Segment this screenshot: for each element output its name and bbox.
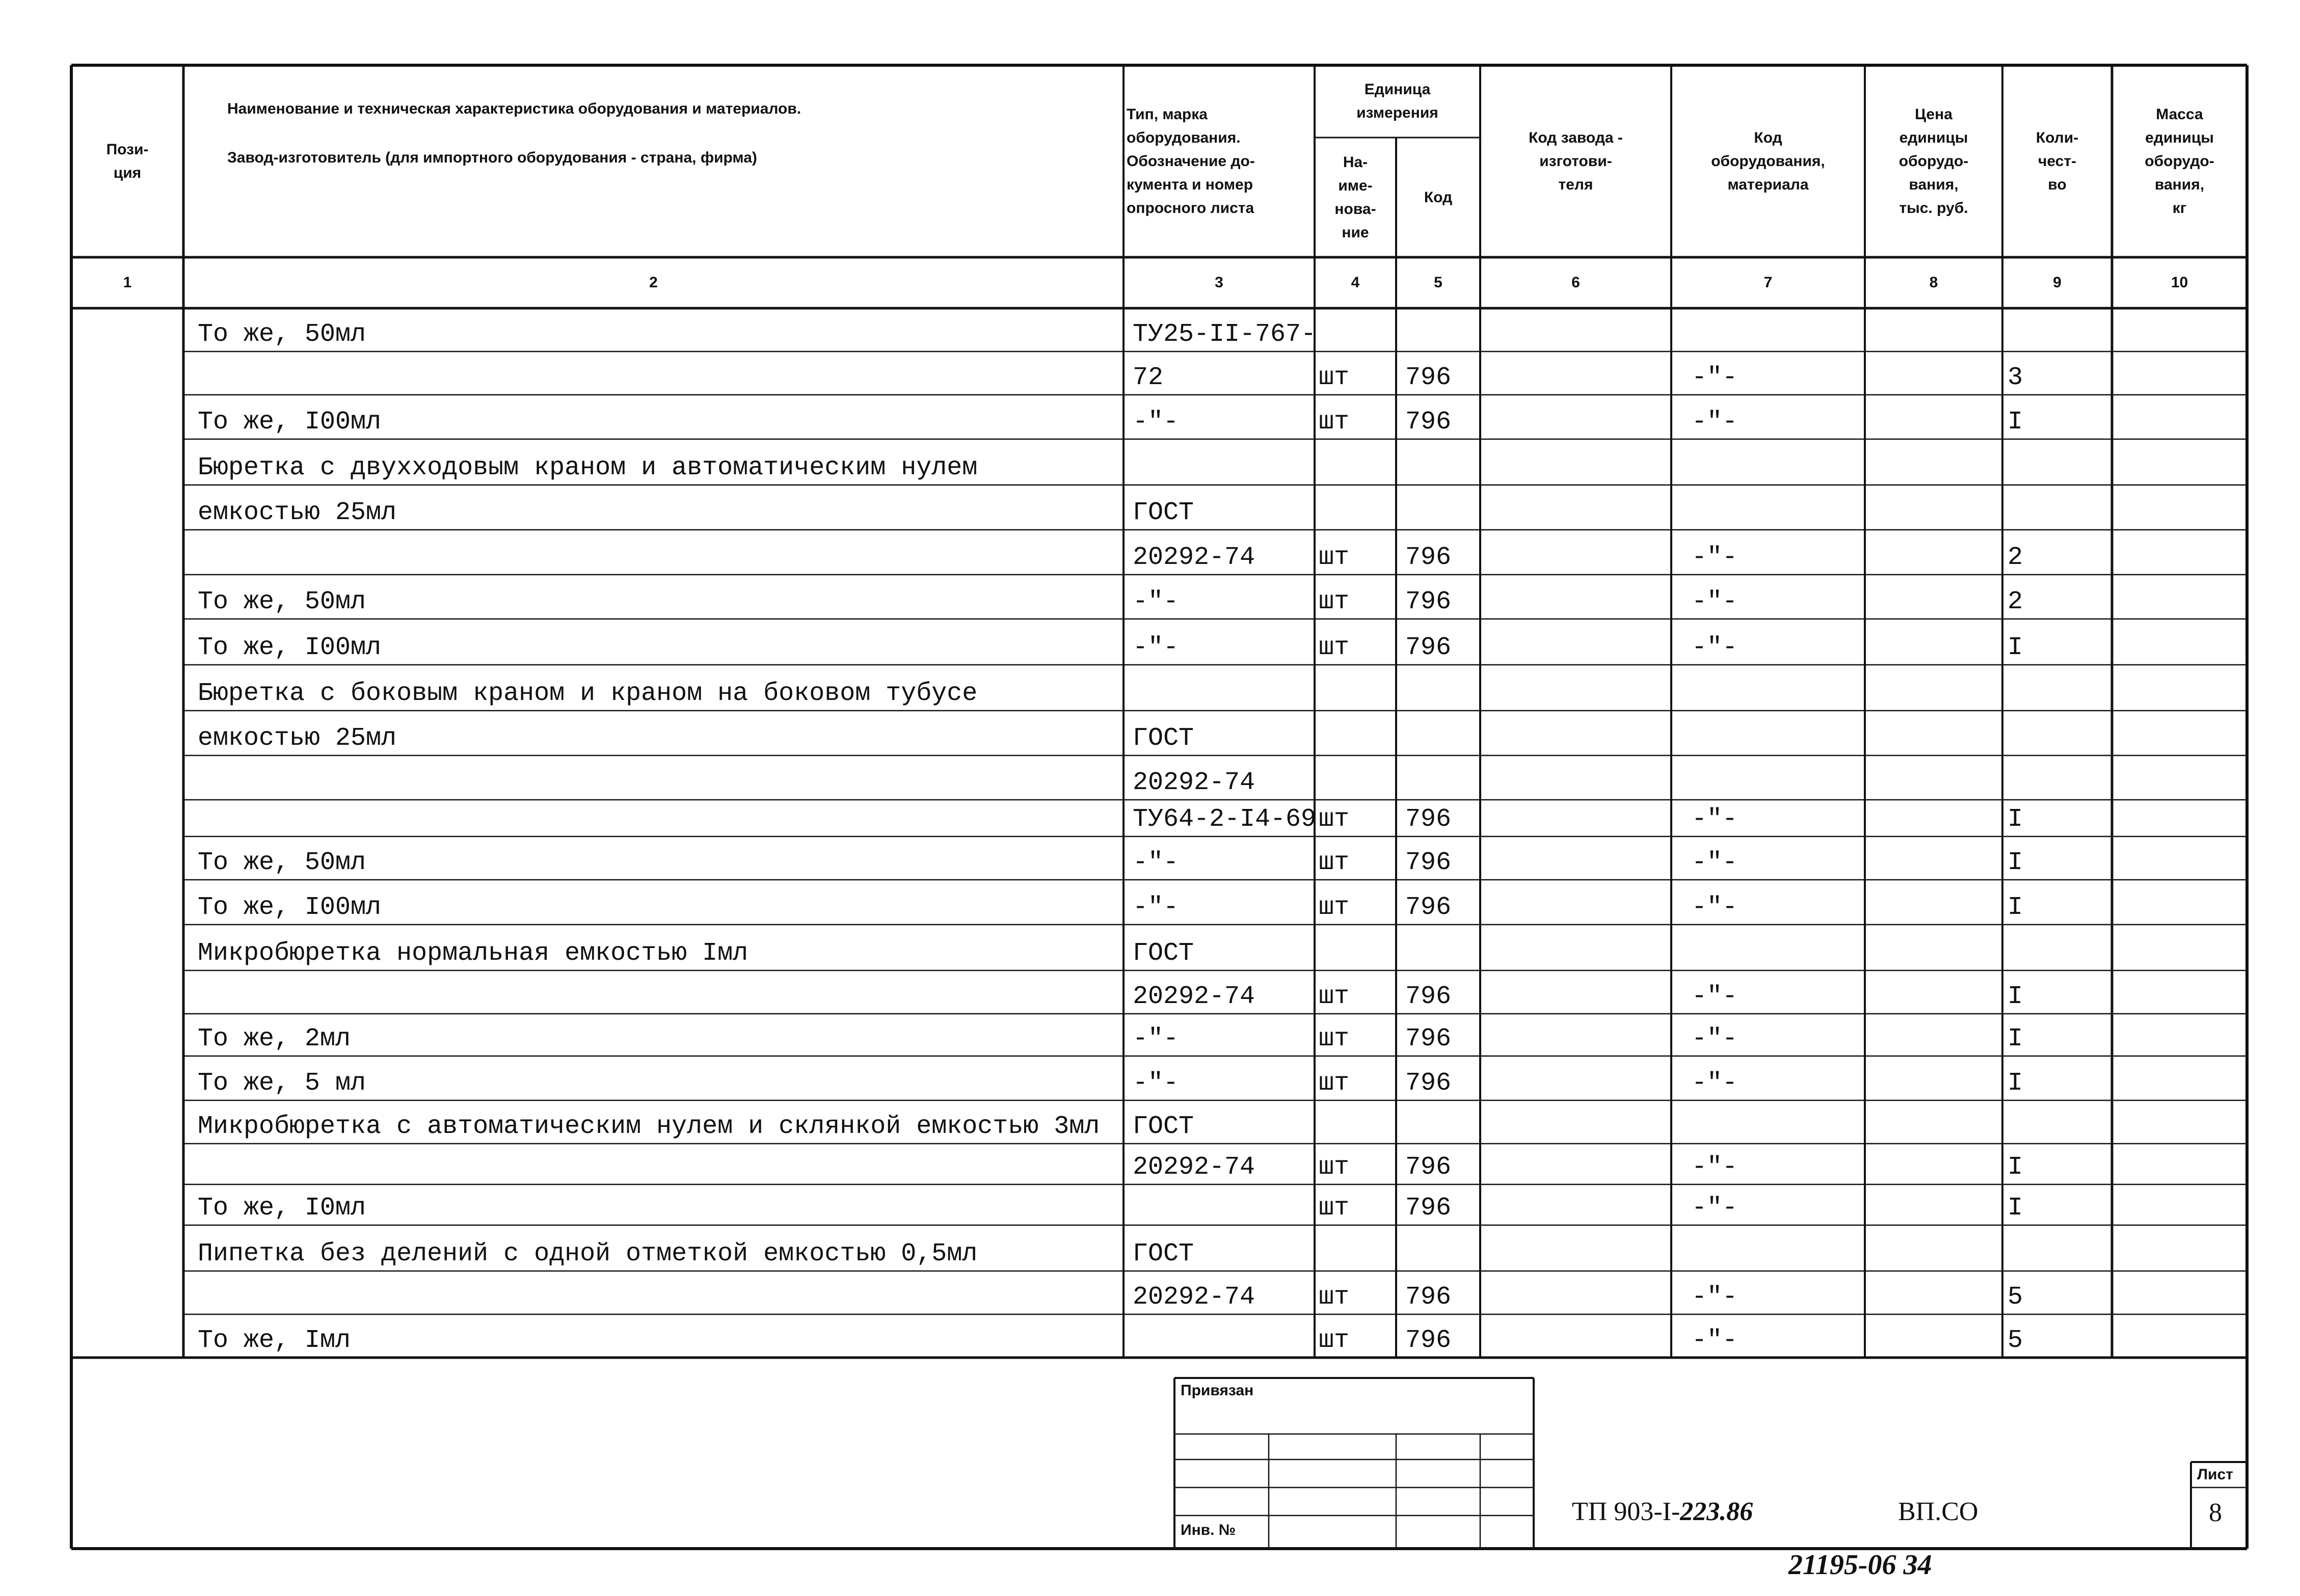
header-quantity [2002, 65, 2112, 257]
cell-name: То же, 2мл [198, 1024, 351, 1053]
cell-quantity: I [2008, 1024, 2023, 1053]
column-number: 1 [123, 274, 132, 291]
table-row [71, 1314, 2247, 1358]
header-line: Завод-изготовитель (для импортного оборудования - страна, фирма) [227, 149, 757, 166]
cell-unit-name: шт [1319, 982, 1350, 1011]
cell-quantity: 2 [2008, 587, 2023, 616]
header-equipment-code [1671, 65, 1865, 257]
header-line: име- [1338, 177, 1373, 194]
cell-unit-name: шт [1319, 1283, 1350, 1312]
cell-unit-code: 796 [1405, 1069, 1452, 1098]
cell-unit-code: 796 [1405, 893, 1452, 922]
cell-unit-name: шт [1319, 587, 1350, 616]
header-line: тыс. руб. [1899, 199, 1968, 217]
header-type-doc [1124, 65, 1315, 257]
header-name [224, 65, 1103, 201]
cell-unit-name: шт [1319, 848, 1350, 877]
cell-quantity: I [2008, 1194, 2023, 1223]
cell-unit-name: шт [1319, 408, 1350, 437]
column-number: 6 [1571, 274, 1580, 291]
header-unit-name-text [1334, 151, 1376, 245]
header-line: Код [1754, 129, 1782, 146]
cell-name: емкостью 25мл [198, 724, 397, 753]
header-line: ние [1342, 224, 1369, 241]
cell-unit-code: 796 [1405, 848, 1452, 877]
cell-equipment-code: -"- [1692, 543, 1738, 572]
cell-equipment-code: -"- [1692, 893, 1738, 922]
cell-name: То же, 50мл [198, 320, 366, 349]
cell-document: 20292-74 [1133, 768, 1255, 797]
cell-quantity: I [2008, 893, 2023, 922]
stamp-document-type: ВП.СО [1898, 1497, 1978, 1526]
cell-name: То же, 50мл [198, 848, 366, 877]
header-line: во [2048, 176, 2067, 193]
cell-quantity: I [2008, 848, 2023, 877]
cell-document: 20292-74 [1133, 982, 1255, 1011]
cell-equipment-code: -"- [1692, 805, 1738, 834]
header-line: оборудо- [2145, 152, 2214, 170]
header-mass-text [2145, 103, 2214, 220]
cell-document: -"- [1133, 893, 1179, 922]
cell-name: То же, Iмл [198, 1326, 351, 1355]
cell-equipment-code: -"- [1692, 633, 1738, 662]
cell-equipment-code: -"- [1692, 1326, 1738, 1355]
header-unit-code-text [1424, 186, 1452, 209]
header-line: опросного листа [1127, 199, 1254, 217]
header-line: Обозначение до- [1127, 152, 1255, 170]
cell-unit-code: 796 [1405, 1326, 1452, 1355]
header-line: ция [113, 164, 142, 181]
header-mass [2112, 65, 2247, 257]
cell-document: ГОСТ [1133, 724, 1194, 753]
header-plant-code [1480, 65, 1671, 257]
cell-unit-code: 796 [1405, 1283, 1452, 1312]
cell-unit-name: шт [1319, 1326, 1350, 1355]
cell-name: То же, I00мл [198, 408, 382, 437]
header-line: Код завода - [1529, 129, 1623, 146]
cell-document: -"- [1133, 633, 1179, 662]
header-line: Коли- [2036, 129, 2079, 146]
cell-document: -"- [1133, 1024, 1179, 1053]
stamp-sheet-number: 8 [2209, 1498, 2222, 1527]
cell-document: -"- [1133, 408, 1179, 437]
header-line: измерения [1356, 104, 1438, 121]
cell-document: ГОСТ [1133, 1239, 1194, 1268]
column-number: 2 [649, 274, 658, 291]
cell-document: ГОСТ [1133, 498, 1194, 527]
cell-quantity: 5 [2008, 1283, 2023, 1312]
cell-name: То же, I00мл [198, 893, 382, 922]
cell-quantity: 5 [2008, 1326, 2023, 1355]
cell-equipment-code: -"- [1692, 1069, 1738, 1098]
cell-document: -"- [1133, 1069, 1179, 1098]
cell-unit-code: 796 [1405, 633, 1452, 662]
stamp-inventory-label: Инв. № [1181, 1522, 1236, 1538]
header-position [71, 65, 183, 257]
header-line: кумента и номер [1127, 176, 1253, 193]
cell-unit-code: 796 [1405, 1024, 1452, 1053]
cell-unit-name: шт [1319, 1069, 1350, 1098]
header-line: единицы [2145, 129, 2214, 146]
cell-unit-name: шт [1319, 1153, 1350, 1182]
header-line: оборудования, [1711, 152, 1825, 170]
header-unit-name [1315, 138, 1396, 257]
stamp-privyazan-label: Привязан [1181, 1382, 1254, 1399]
cell-name: То же, 5 мл [198, 1069, 366, 1098]
cell-unit-code: 796 [1405, 1194, 1452, 1223]
cell-equipment-code: -"- [1692, 982, 1738, 1011]
cell-unit-code: 796 [1405, 805, 1452, 834]
header-line: чест- [2038, 152, 2077, 170]
header-type-doc-text [1127, 103, 1255, 220]
header-line: вания, [2154, 176, 2205, 193]
header-line: Наименование и техническая характеристика оборудования и материалов. [227, 100, 801, 117]
cell-document: ГОСТ [1133, 939, 1194, 968]
cell-name: Бюретка с боковым краном и краном на боковом тубусе [198, 679, 978, 708]
cell-unit-name: шт [1319, 893, 1350, 922]
header-equipment-code-text [1711, 126, 1825, 197]
cell-document: 72 [1133, 363, 1164, 392]
cell-equipment-code: -"- [1692, 848, 1738, 877]
column-number: 8 [1929, 274, 1938, 291]
cell-name: То же, I00мл [198, 633, 382, 662]
header-price [1865, 65, 2002, 257]
footer-handwritten-note: 21195-06 34 [1788, 1549, 1932, 1581]
cell-equipment-code: -"- [1692, 1153, 1738, 1182]
column-number: 5 [1434, 274, 1442, 291]
cell-name: То же, 50мл [198, 587, 366, 616]
cell-quantity: I [2008, 805, 2023, 834]
header-line: Единица [1364, 81, 1431, 98]
header-name-text [227, 85, 801, 182]
cell-quantity: I [2008, 1069, 2023, 1098]
cell-equipment-code: -"- [1692, 408, 1738, 437]
column-number: 3 [1215, 274, 1223, 291]
cell-name: Микробюретка нормальная емкостью Iмл [198, 939, 748, 968]
stamp-code-printed: ТП 903-I- [1572, 1497, 1680, 1526]
cell-name: Микробюретка с автоматическим нулем и склянкой емкостью 3мл [198, 1112, 1100, 1141]
header-position-text [106, 138, 149, 185]
table-row [71, 1184, 2247, 1225]
header-line: Пози- [106, 141, 149, 158]
header-line: изготови- [1539, 152, 1612, 170]
cell-unit-name: шт [1319, 633, 1350, 662]
cell-document: ГОСТ [1133, 1112, 1194, 1141]
stamp-sheet-label: Лист [2197, 1466, 2233, 1483]
cell-unit-name: шт [1319, 1194, 1350, 1223]
header-quantity-text [2036, 126, 2078, 197]
cell-quantity: I [2008, 633, 2023, 662]
cell-document: -"- [1133, 587, 1179, 616]
cell-quantity: I [2008, 408, 2023, 437]
column-number: 9 [2053, 274, 2062, 291]
cell-name: То же, I0мл [198, 1194, 366, 1223]
cell-equipment-code: -"- [1692, 1194, 1738, 1223]
header-price-text [1899, 103, 1968, 220]
cell-document: 20292-74 [1133, 1283, 1255, 1312]
header-line: нова- [1334, 200, 1376, 218]
header-plant-code-text [1529, 126, 1623, 197]
header-line: кг [2172, 199, 2187, 217]
cell-equipment-code: -"- [1692, 1283, 1738, 1312]
cell-document: 20292-74 [1133, 1153, 1255, 1182]
column-number: 7 [1763, 274, 1773, 291]
header-line: теля [1558, 176, 1593, 193]
cell-document: -"- [1133, 848, 1179, 877]
cell-quantity: 2 [2008, 543, 2023, 572]
column-number: 10 [2171, 274, 2188, 291]
cell-unit-code: 796 [1405, 1153, 1452, 1182]
header-line: оборудо- [1898, 152, 1969, 170]
cell-equipment-code: -"- [1692, 363, 1738, 392]
cell-quantity: I [2008, 1153, 2023, 1182]
cell-name: емкостью 25мл [198, 498, 397, 527]
header-unit-group [1315, 65, 1480, 138]
header-line: вания, [1909, 176, 1959, 193]
cell-document: 20292-74 [1133, 543, 1255, 572]
cell-unit-code: 796 [1405, 363, 1452, 392]
cell-unit-name: шт [1319, 1024, 1350, 1053]
cell-quantity: I [2008, 982, 2023, 1011]
cell-quantity: 3 [2008, 363, 2023, 392]
header-unit-code [1396, 138, 1480, 257]
header-line: Масса [2156, 105, 2203, 123]
cell-unit-code: 796 [1405, 982, 1452, 1011]
cell-equipment-code: -"- [1692, 587, 1738, 616]
cell-unit-code: 796 [1405, 543, 1452, 572]
cell-name: Бюретка с двухходовым краном и автоматическим нулем [198, 453, 978, 482]
cell-unit-name: шт [1319, 543, 1350, 572]
header-line: оборудования. [1127, 129, 1241, 146]
column-number: 4 [1351, 274, 1360, 291]
cell-unit-code: 796 [1405, 408, 1452, 437]
header-unit-group-text [1356, 78, 1438, 125]
stamp-document-code [1572, 1497, 1753, 1527]
cell-document: ТУ64-2-I4-69 [1133, 805, 1317, 834]
header-line: единицы [1899, 129, 1968, 146]
stamp-code-handwritten: 223.86 [1680, 1497, 1753, 1526]
header-line: На- [1343, 153, 1368, 171]
cell-unit-code: 796 [1405, 587, 1452, 616]
header-line: материала [1727, 176, 1809, 193]
header-line: Цена [1915, 105, 1953, 123]
cell-document: ТУ25-II-767- [1133, 320, 1317, 349]
cell-unit-name: шт [1319, 363, 1350, 392]
cell-equipment-code: -"- [1692, 1024, 1738, 1053]
cell-unit-name: шт [1319, 805, 1350, 834]
header-line: Тип, марка [1127, 105, 1208, 123]
cell-name: Пипетка без делений с одной отметкой емкостью 0,5мл [198, 1239, 978, 1268]
header-line: Код [1424, 188, 1453, 206]
